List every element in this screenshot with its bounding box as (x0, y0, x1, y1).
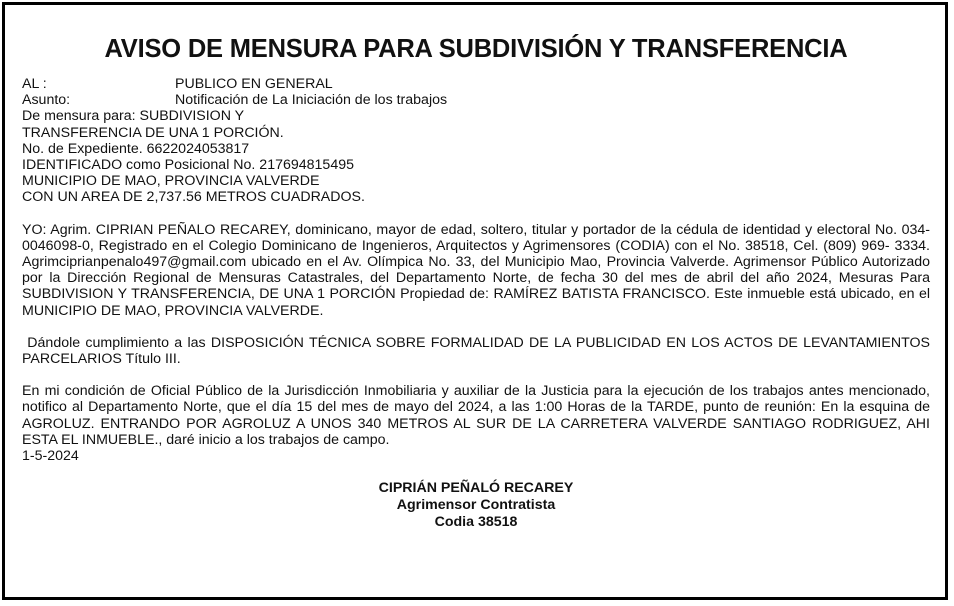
detail-line: MUNICIPIO DE MAO, PROVINCIA VALVERDE (22, 173, 320, 190)
detail-line: TRANSFERENCIA DE UNA 1 PORCIÓN. (22, 124, 284, 141)
detail-line: IDENTIFICADO como Posicional No. 217694815495 (22, 157, 354, 174)
signature-role: Agrimensor Contratista (396, 497, 556, 514)
notification-paragraph: En mi condición de Oficial Público de la Jurisdicción Inmobiliaria y auxiliar de la Justicia para la ejecución de los trabajos antes mencionado, notifico al Departamento Norte, que el día 15 del mes de mayo del 2024, a las 1:00 Horas de la TARDE, punto de reunión: En la esquina de AGROLUZ. ENTRANDO POR AGROLUZ A UNOS 340 METROS AL SUR DE LA CARRETERA VALVERDE SANTIAGO RODRIGUEZ, AHI ESTA EL INMUEBLE., daré inicio a los trabajos de campo. (22, 383, 930, 448)
notice-document (22, 34, 934, 531)
signature-name: CIPRIÁN PEÑALÓ RECAREY (378, 480, 574, 497)
notice-frame (2, 2, 948, 600)
asunto-label: Asunto: (22, 92, 71, 109)
signature-codia: Codia 38518 (434, 513, 518, 530)
surveyor-paragraph: YO: Agrim. CIPRIAN PEÑALO RECAREY, dominicano, mayor de edad, soltero, titular y portador de la cédula de identidad y electoral No. 034-0046098-0, Registrado en el Colegio Dominicano de Ingenieros, Arquitectos y Agrimensores (CODIA) con el No. 38518, Cel. (809) 969- 3334. Agrimciprianpenalo497@gmail.com ubicado en el Av. Olímpica No. 33, del Municipio Mao, Provincia Valverde. Agrimensor Público Autorizado por la Dirección Regional de Mensuras Catastrales, del Departamento Norte, de fecha 30 del mes de abril del año 2024, Mesuras Para SUBDIVISION Y TRANSFERENCIA, DE UNA 1 PORCIÓN Propiedad de: RAMÍREZ BATISTA FRANCISCO. Este inmueble está ubicado, en el MUNICIPIO DE MAO, PROVINCIA VALVERDE. (22, 221, 930, 319)
detail-line: De mensura para: SUBDIVISION Y (22, 108, 245, 125)
asunto-value: Notificación de La Iniciación de los trabajos (175, 92, 448, 109)
al-label: AL : (22, 76, 47, 92)
al-row (22, 76, 930, 92)
detail-line: No. de Expediente. 6622024053817 (22, 140, 250, 157)
asunto-row (22, 92, 930, 108)
signature-block (22, 480, 930, 530)
detail-line: CON UN AREA DE 2,737.56 METROS CUADRADOS. (22, 189, 365, 206)
al-value: PUBLICO EN GENERAL (175, 76, 333, 92)
compliance-paragraph: Dándole cumplimiento a las DISPOSICIÓN TÉCNICA SOBRE FORMALIDAD DE LA PUBLICIDAD EN LOS ACTOS DE LEVANTAMIENTOS PARCELARIOS Título III. (22, 334, 934, 368)
notice-date: 1-5-2024 (22, 448, 79, 465)
notice-title: AVISO DE MENSURA PARA SUBDIVISIÓN Y TRANSFERENCIA (104, 35, 848, 63)
